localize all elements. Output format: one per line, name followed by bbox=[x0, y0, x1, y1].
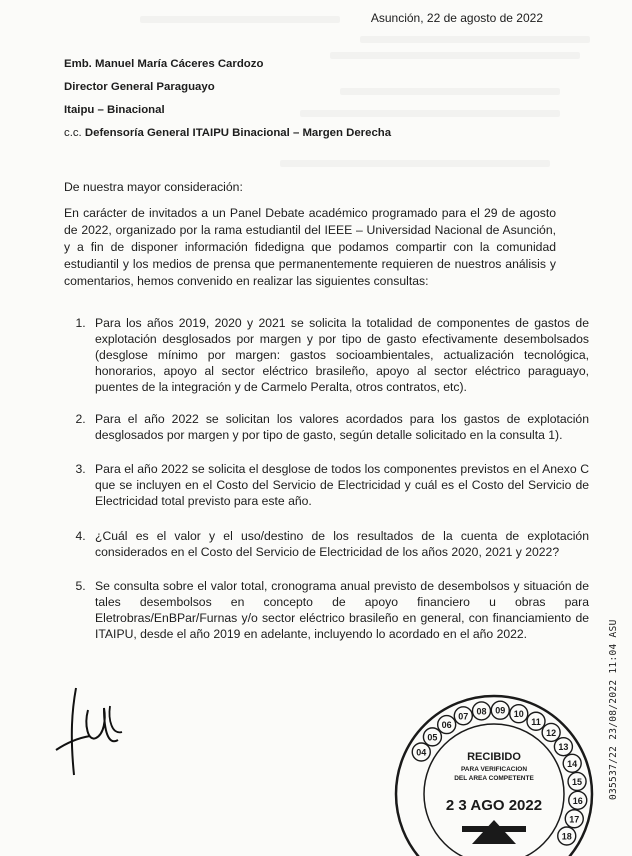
stamp-ring-number: 16 bbox=[572, 795, 583, 806]
question-item: 4. ¿Cuál es el valor y el uso/destino de los resultados de la cuenta de explotación considerados en el Costo del Servicio de Electricidad de los años 2020, 2021 y 2022? bbox=[89, 528, 589, 560]
greeting: De nuestra mayor consideración: bbox=[64, 180, 243, 194]
stamp-received-label: RECIBIDO bbox=[467, 751, 521, 763]
question-item: 3. Para el año 2022 se solicita el desglose de todos los componentes previstos en el Anexo C que se incluyen en el Costo del Servicio de Electricidad y cuál es el Costo del Servicio de Electricidad total previsto para este año. bbox=[89, 461, 589, 509]
question-list bbox=[64, 315, 589, 642]
cc-text: Defensoría General ITAIPU Binacional – Margen Derecha bbox=[84, 127, 392, 139]
bleed-through bbox=[360, 36, 590, 43]
bleed-through bbox=[280, 160, 550, 167]
received-stamp bbox=[394, 686, 632, 856]
stamp-ring-number: 09 bbox=[495, 705, 506, 716]
recipient-name: Emb. Manuel María Cáceres Cardozo bbox=[64, 58, 264, 70]
cc-line bbox=[64, 127, 391, 139]
bleed-through bbox=[340, 88, 560, 95]
question-item: 5. Se consulta sobre el valor total, cronograma anual previsto de desembolsos y situación de tales desembolsos en concepto de apoyo financiero u obras para Eletrobras/EnBPar/Furnas y/o sector eléctrico brasileño en general, con financiamiento de ITAIPU, desde el año 2019 en adelante, incluyendo lo acordado en el año 2022. bbox=[89, 578, 589, 642]
stamp-ring-number: 18 bbox=[561, 831, 572, 842]
stamp-ring-number: 04 bbox=[416, 747, 427, 758]
stamp-verification-label: PARA VERIFICACION bbox=[460, 766, 528, 773]
bleed-through bbox=[330, 52, 580, 59]
cc-prefix: c.c. bbox=[64, 127, 82, 139]
question-item: 1. Para los años 2019, 2020 y 2021 se solicita la totalidad de componentes de gastos de explotación desglosados por margen y por tipo de gasto efectivamente desembolsados (desglose mínimo por margen: gastos socioambientales, actualización tecnológica, honorarios, apoyo al sector eléctrico brasileño, apoyo al sector eléctrico paraguayo, puentes de la integración y de Carmelo Peralta, otros contratos, etc). bbox=[89, 315, 589, 395]
side-receipt-stamp: 035537/22 23/08/2022 11:04 ASU bbox=[608, 619, 619, 800]
stamp-date: 2 3 AGO 2022 bbox=[445, 797, 543, 814]
stamp-ring-number: 07 bbox=[458, 711, 469, 722]
stamp-ring-number: 08 bbox=[476, 706, 487, 717]
stamp-ring-number: 06 bbox=[441, 720, 452, 731]
stamp-ring-number: 11 bbox=[531, 716, 541, 727]
letter-date: Asunción, 22 de agosto de 2022 bbox=[370, 11, 543, 25]
stamp-logo-bar-icon bbox=[462, 826, 526, 832]
recipient-title: Director General Paraguayo bbox=[64, 81, 215, 93]
stamp-ring-number: 10 bbox=[513, 709, 524, 720]
stamp-ring-number: 14 bbox=[567, 758, 578, 769]
stamp-ring-number: 15 bbox=[572, 776, 583, 787]
bleed-through bbox=[300, 110, 560, 117]
handwritten-signature bbox=[48, 680, 138, 780]
stamp-ring-number: 13 bbox=[558, 742, 569, 753]
stamp-ring-number: 12 bbox=[546, 727, 557, 738]
stamp-ring-number: 05 bbox=[427, 732, 438, 743]
stamp-area-label: DEL AREA COMPETENTE bbox=[454, 775, 534, 782]
recipient-org: Itaipu – Binacional bbox=[64, 104, 165, 116]
bleed-through bbox=[140, 16, 340, 23]
stamp-ring-number: 17 bbox=[569, 814, 580, 825]
intro-paragraph: En carácter de invitados a un Panel Debate académico programado para el 29 de agosto de 2022, organizado por la rama estudiantil del IEEE – Universidad Nacional de Asunción, y a fin de disponer información fidedigna que podamos compartir con la comunidad estudiantil y los medios de prensa que permanentemente requieren de nuestros análisis y comentarios, hemos convenido en realizar las siguientes consultas: bbox=[64, 206, 556, 288]
question-item: 2. Para el año 2022 se solicitan los valores acordados para los gastos de explotación desglosados por margen y por tipo de gasto, según detalle solicitado en la consulta 1). bbox=[89, 411, 589, 443]
